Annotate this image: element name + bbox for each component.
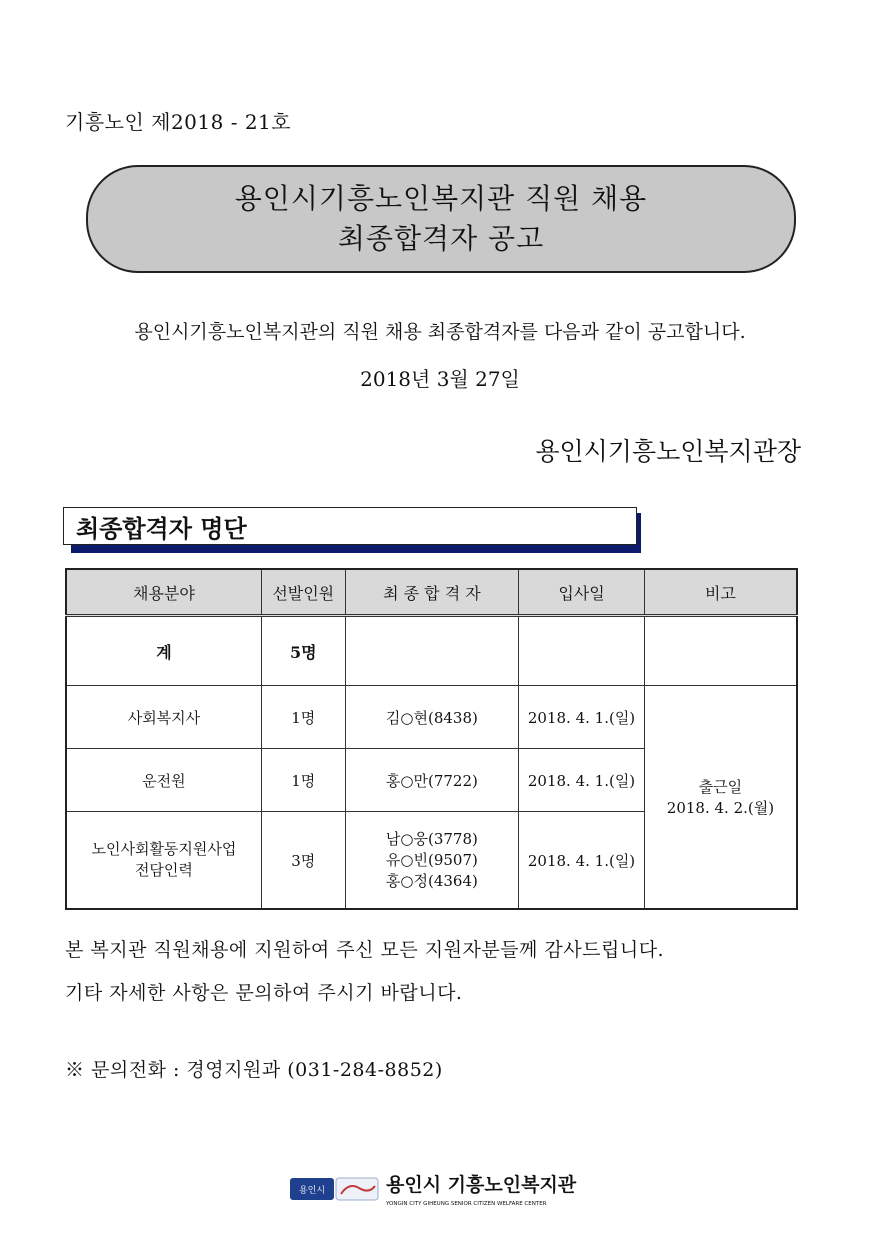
header-names: 최 종 합 격 자 — [345, 569, 519, 616]
announcement-date: 2018년 3월 27일 — [360, 367, 520, 391]
table-total-row — [66, 616, 797, 686]
table-row — [66, 686, 797, 749]
row-field: 운전원 — [66, 749, 261, 812]
document-number: 기흥노인 제2018 - 21호 — [65, 110, 292, 134]
remarks-line-2: 2018. 4. 2.(월) — [666, 799, 775, 817]
title-line-2: 최종합격자 공고 — [337, 222, 545, 255]
row-start-date: 2018. 4. 1.(일) — [519, 812, 645, 910]
title-line-1: 용인시기흥노인복지관 직원 채용 — [234, 182, 648, 215]
row-start-date: 2018. 4. 1.(일) — [519, 749, 645, 812]
header-count: 선발인원 — [261, 569, 345, 616]
contact-phone: ※ 문의전화 : 경영지원과 (031-284-8852) — [65, 1059, 443, 1081]
row-names — [345, 812, 519, 910]
row-count: 1명 — [261, 749, 345, 812]
row-name: 홍○정(4364) — [385, 871, 478, 890]
row-count: 1명 — [261, 686, 345, 749]
remarks-cell — [644, 686, 797, 910]
closing-inquiry: 기타 자세한 사항은 문의하여 주시기 바랍니다. — [65, 982, 463, 1004]
row-field-line-1: 노인사회활동지원사업 — [91, 840, 237, 858]
final-candidates-table — [65, 568, 798, 910]
section-heading-label: 최종합격자 명단 — [63, 507, 637, 545]
logo-name: 용인시 기흥노인복지관 — [386, 1174, 577, 1196]
total-count: 5명 — [261, 616, 345, 686]
row-names: 김○현(8438) — [345, 686, 519, 749]
issuer-name: 용인시기흥노인복지관장 — [535, 437, 801, 466]
row-start-date: 2018. 4. 1.(일) — [519, 686, 645, 749]
logo-badge-text: 용인시 — [298, 1186, 326, 1196]
logo-english-name: YONGIN CITY GIHEUNG SENIOR CITIZEN WELFARE CENTER — [386, 1201, 547, 1207]
total-remarks-empty — [644, 616, 797, 686]
welfare-center-logo — [288, 1170, 588, 1210]
row-field — [66, 812, 261, 910]
closing-thanks: 본 복지관 직원채용에 지원하여 주신 모든 지원자분들께 감사드립니다. — [65, 939, 665, 961]
row-name: 유○빈(9507) — [385, 850, 478, 869]
section-heading — [63, 507, 641, 553]
row-count: 3명 — [261, 812, 345, 910]
total-label: 계 — [66, 616, 261, 686]
row-name: 남○웅(3778) — [385, 829, 478, 848]
header-field: 채용분야 — [66, 569, 261, 616]
total-date-empty — [519, 616, 645, 686]
intro-text: 용인시기흥노인복지관의 직원 채용 최종합격자를 다음과 같이 공고합니다. — [134, 321, 746, 343]
row-names: 홍○만(7722) — [345, 749, 519, 812]
remarks-line-1: 출근일 — [698, 778, 743, 796]
row-field: 사회복지사 — [66, 686, 261, 749]
table-header-row — [66, 569, 797, 616]
row-field-line-2: 전담인력 — [134, 861, 193, 879]
header-start-date: 입사일 — [519, 569, 645, 616]
total-names-empty — [345, 616, 519, 686]
title-banner — [86, 165, 796, 273]
header-remarks: 비고 — [644, 569, 797, 616]
